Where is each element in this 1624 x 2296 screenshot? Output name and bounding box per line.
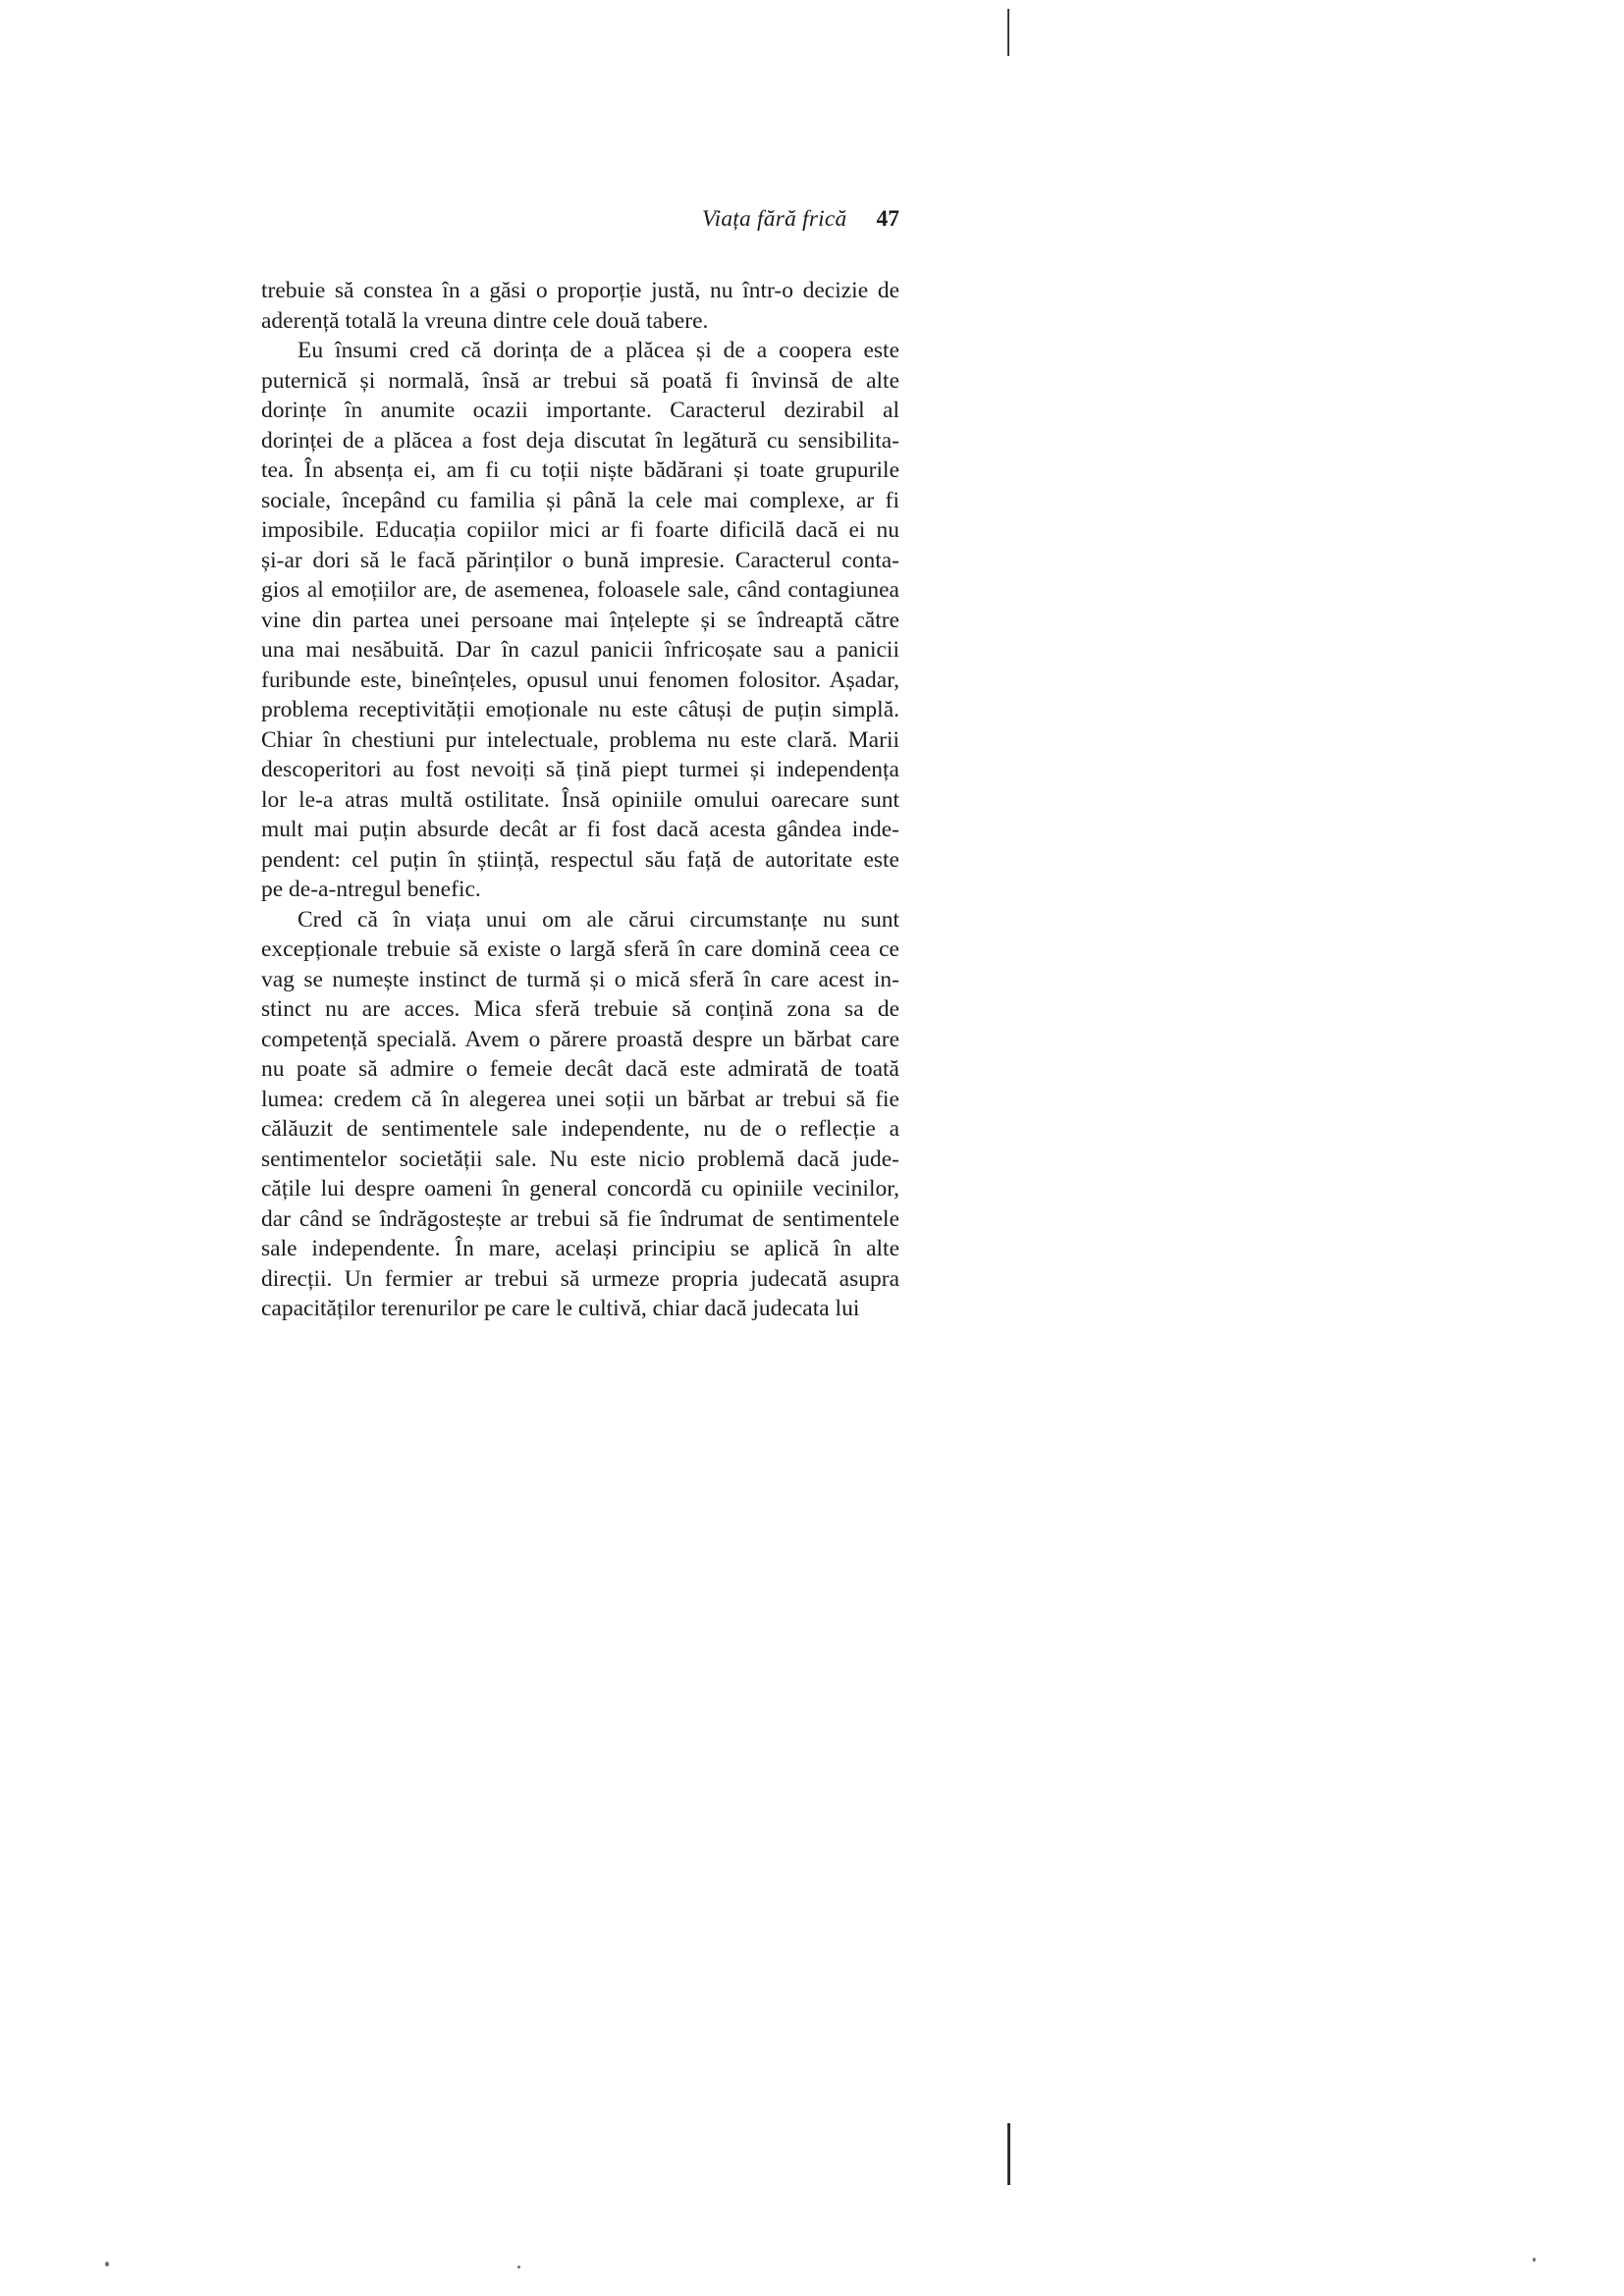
text-line: vine din partea unei persoane mai înțelepte și se îndreaptă către <box>261 607 899 633</box>
text-line: sale independente. În mare, același principiu se aplică în alte <box>261 1236 899 1261</box>
page-number: 47 <box>876 206 899 232</box>
text-line: furibunde este, bineînțeles, opusul unui fenomen folositor. Așadar, <box>261 667 899 693</box>
text-line: mult mai puțin absurde decât ar fi fost dacă acesta gândea inde- <box>261 817 899 842</box>
text-line: sentimentelor societății sale. Nu este nicio problemă dacă jude- <box>261 1146 899 1172</box>
text-line: stinct nu are acces. Mica sferă trebuie să conțină zona sa de <box>261 996 899 1022</box>
text-line: sociale, începând cu familia și până la cele mai complexe, ar fi <box>261 487 899 513</box>
text-line: vag se numește instinct de turmă și o mică sferă în care acest in- <box>261 966 899 992</box>
text-line: dorințe în anumite ocazii importante. Caracterul dezirabil al <box>261 398 899 423</box>
text-line: competență specială. Avem o părere proastă despre un bărbat care <box>261 1026 899 1052</box>
paragraph <box>261 336 899 905</box>
text-line: lumea: credem că în alegerea unei soții un bărbat ar trebui să fie <box>261 1086 899 1112</box>
text-line: Chiar în chestiuni pur intelectuale, problema nu este clară. Marii <box>261 726 899 753</box>
text-line: dar când se îndrăgostește ar trebui să fie îndrumat de sentimentele <box>261 1205 899 1232</box>
text-line: Eu însumi cred că dorința de a plăcea și de a coopera este <box>298 338 899 363</box>
scan-artifact-speck <box>1533 2258 1536 2262</box>
text-line: călăuzit de sentimentele sale independente, nu de o reflecție a <box>261 1116 899 1142</box>
text-line: excepționale trebuie să existe o largă sferă în care domină ceea ce <box>261 936 899 962</box>
text-line: imposibile. Educația copiilor mici ar fi foarte dificilă dacă ei nu <box>261 517 899 543</box>
text-line: și-ar dori să le facă părinților o bună impresie. Caracterul conta- <box>261 547 899 573</box>
text-line: Cred că în viața unui om ale cărui circumstanțe nu sunt <box>298 906 899 933</box>
text-line: nu poate să admire o femeie decât dacă este admirată de toată <box>261 1056 899 1082</box>
text-line: trebuie să constea în a găsi o proporție justă, nu într-o decizie de <box>261 278 899 303</box>
text-line: puternică și normală, însă ar trebui să poată fi învinsă de alte <box>261 367 899 394</box>
text-line: gios al emoțiilor are, de asemenea, foloasele sale, când contagiunea <box>261 577 899 603</box>
text-line: aderență totală la vreuna dintre cele două tabere. <box>261 307 709 334</box>
text-line: pe de-a-ntregul benefic. <box>261 877 481 902</box>
text-line: direcții. Un fermier ar trebui să urmeze propria judecată asupra <box>261 1265 899 1292</box>
scan-artifact-speck <box>517 2266 520 2269</box>
scan-artifact-line-bottom <box>1007 2123 1010 2185</box>
running-header <box>261 204 899 234</box>
body-text <box>261 276 899 1324</box>
text-line: descoperitori au fost nevoiți să țină piept turmei și independența <box>261 757 899 782</box>
text-line: una mai nesăbuită. Dar în cazul panicii înfricoșate sau a panicii <box>261 637 899 663</box>
scan-artifact-line-top <box>1007 9 1009 56</box>
paragraph <box>261 905 899 1324</box>
text-line: cățile lui despre oameni în general concordă cu opiniile vecinilor, <box>261 1176 899 1201</box>
text-line: capacităților terenurilor pe care le cultivă, chiar dacă judecata lui <box>261 1296 860 1321</box>
paragraph <box>261 276 899 336</box>
text-line: tea. În absența ei, am fi cu toții niște bădărani și toate grupurile <box>261 457 899 483</box>
scan-artifact-speck <box>105 2262 109 2267</box>
text-line: lor le-a atras multă ostilitate. Însă opiniile omului oarecare sunt <box>261 786 899 813</box>
running-title: Viața fără frică <box>701 206 847 232</box>
text-line: problema receptivității emoționale nu este câtuși de puțin simplă. <box>261 697 899 722</box>
text-line: pendent: cel puțin în știință, respectul său față de autoritate este <box>261 846 899 873</box>
text-line: dorinței de a plăcea a fost deja discutat în legătură cu sensibilita- <box>261 427 899 454</box>
